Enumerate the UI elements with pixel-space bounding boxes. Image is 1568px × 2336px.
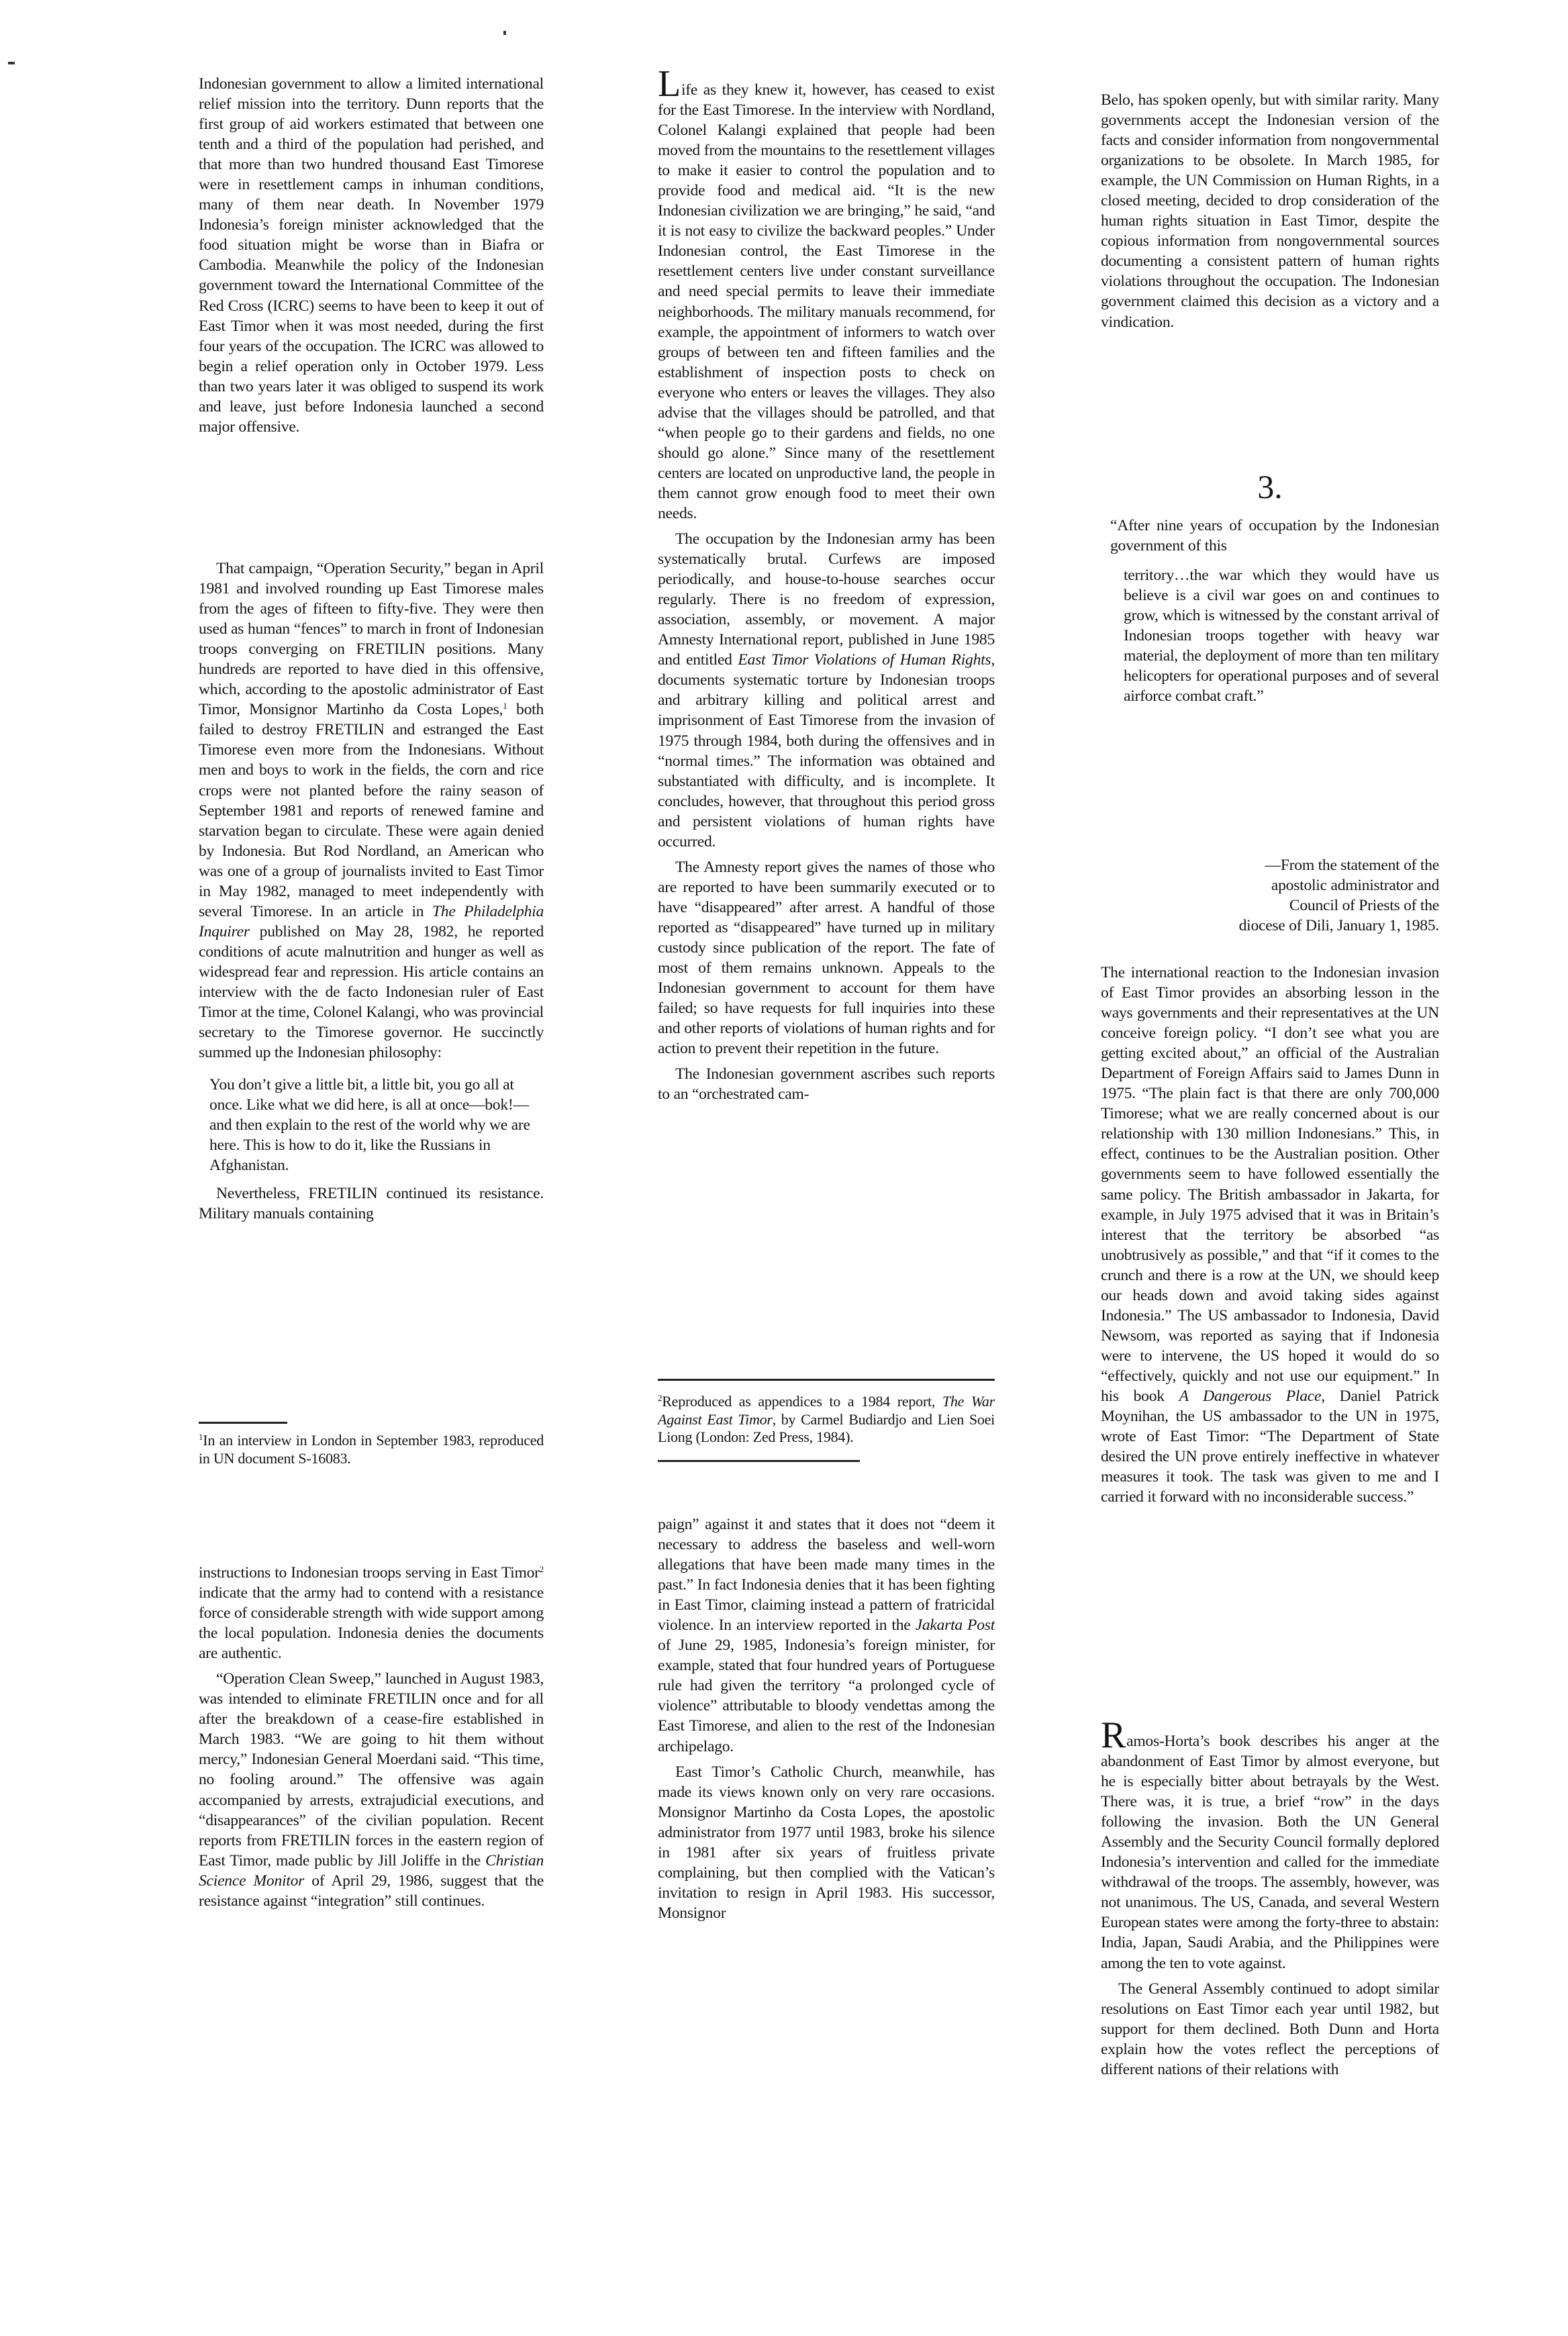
epigraph-attribution: —From the statement of the apostolic administrator and Council of Priests of the diocese of Dili, January 1, 1985. xyxy=(1238,857,1439,935)
footnote-rule xyxy=(658,1460,860,1462)
footnote-1: $^1$In an interview in London in September 1983, reproduced in UN document S-16083. xyxy=(199,1432,544,1467)
paragraph-instructions: instructions to Indonesian troops serving in East Timor$^2$ indicate that the army had to contend with a resistance force of considerable strength with wide support among the local population. Indonesia denies the documents are authentic. xyxy=(199,1564,544,1663)
publication-title: Jakarta Post xyxy=(915,1616,995,1635)
initial-letter: R xyxy=(1101,1714,1126,1756)
paragraph-operation-security: That campaign, “Operation Security,” began in April 1981 and involved rounding up East Timorese males from the ages of fifteen to fifty-five. They were then used as human “fences” to march in front of Indonesian troops converging on FRETILIN positions. Many hundreds are reported to have died in this offensive, which, according to the apostolic administrator of East Timor, Monsignor Martinho da Costa Lopes,$^1$ both failed to destroy FRETILIN and estranged the East Timorese even more from the Indonesians. Without men and boys to work in the fields, the corn and rice crops were not planted before the rainy season of September 1981 and reports of renewed famine and starvation began to circulate. These were again denied by Indonesia. But Rod Nordland, an American who was one of a group of journalists invited to East Timor in May 1982, managed to meet independently with several Timorese. In an article in The Philadelphia Inquirer published on May 28, 1982, he reported conditions of acute malnutrition and hunger as well as widespread fear and repression. His article contains an interview with the de facto Indonesian ruler of East Timor at the time, Colonel Kalangi, who was provincial secretary to the Timorese governor. He succinctly summed up the Indonesian philosophy: xyxy=(199,560,544,1062)
footnote-ref: 2 xyxy=(539,1564,544,1574)
paragraph-catholic-church: East Timor’s Catholic Church, meanwhile, has made its views known only on very rare occasions. Monsignor Martinho da Costa Lopes, the apostolic administrator from 1977 until 1983, broke his silence in 1981 after six years of fruitless private complaining, but then complied with the Vatican’s invitation to resign in April 1983. His successor, Monsignor xyxy=(658,1763,995,1922)
report-title: The War Against East Timor xyxy=(658,1393,995,1428)
epigraph-body: territory…the war which they would have us believe is a civil war goes on and continues to grow, which is witnessed by the constant arrival of Indonesian troops together with heavy war material, the deployment of more than ten military helicopters for operational purposes and of several airforce combat craft.” xyxy=(1124,567,1439,705)
paragraph-occupation: The occupation by the Indonesian army has been systematically brutal. Curfews are imposed periodically, and house-to-house searches occur regularly. There is no freedom of expression, association, assembly, or movement. A major Amnesty International report, published in June 1985 and entitled East Timor Violations of Human Rights, documents systematic torture by Indonesian troops and arbitrary killing and political arrest and imprisonment of East Timorese from the invasion of 1975 through 1984, both during the offensives and in “normal times.” The information was obtained and substantiated with difficulty, and is incomplete. It concludes, however, that throughout this period gross and persistent violations of human rights have occurred. xyxy=(658,530,995,850)
footnote-ref: 1 xyxy=(503,701,507,712)
footnote-2: $^2$Reproduced as appendices to a 1984 report, The War Against East Timor, by Carmel Budiardjo and Lien Soei Liong (London: Zed Press, 1984). xyxy=(658,1393,995,1445)
paragraph-amnesty: The Amnesty report gives the names of those who are reported to have been summarily executed or to have “disappeared” after arrest. A handful of those reported as “disappeared” have turned up in military custody since publication of the report. The fate of most of them remains unknown. Appeals to the Indonesian government to account for them have failed; so have requests for full inquiries into these and other reports of violations of human rights and for action to prevent their repetition in the future. xyxy=(658,858,995,1058)
paragraph-ascribes: The Indonesian government ascribes such reports to an “orchestrated cam- xyxy=(658,1065,995,1104)
paragraph-paign: paign” against it and states that it does not “deem it necessary to address the baseless and well-worn allegations that have been made many times in the past.” In fact Indonesia denies that it has been fighting in East Timor, claiming instead a pattern of fratricidal violence. In an interview reported in the Jakarta Post of June 29, 1985, Indonesia’s foreign minister, for example, stated that four hundred years of Portuguese rule had given the territory “a prolonged cycle of violence” attributable to bloody vendettas among the East Timorese, and alien to the rest of the Indonesian archipelago. xyxy=(658,1516,995,1755)
paragraph-international-reaction: The international reaction to the Indonesian invasion of East Timor provides an absorbing lesson in the ways governments and their representatives at the UN conceive foreign policy. “I don’t see what you are getting excited about,” an official of the Australian Department of Foreign Affairs said to James Dunn in 1975. “The plain fact is that there are only 700,000 Timorese; what we are really concerned about is our relationship with 130 million Indonesians.” This, in effect, continues to be the Australian position. Other governments seem to have followed essentially the same policy. The British ambassador in Jakarta, for example, in July 1975 advised that it was in Britain’s interest that the territory be absorbed “as unobtrusively as possible,” and that “if it comes to the crunch and there is a row at the UN, we should keep our heads down and avoid taking sides against Indonesia.” The US ambassador to Indonesia, David Newsom, was reported as saying that if Indonesia were to intervene, the US hoped it would do so “effectively, quickly and not use our equipment.” In his book A Dangerous Place, Daniel Patrick Moynihan, the US ambassador to the UN in 1975, wrote of East Timor: “The Department of State desired the UN prove entirely ineffective in whatever measures it took. The task was given to me and I carried it forward with no inconsiderable success.” xyxy=(1101,964,1439,1506)
scan-speck xyxy=(8,62,15,64)
scan-speck xyxy=(503,31,506,35)
paragraph-life-as-they-knew: Life as they knew it, however, has ceased to exist for the East Timorese. In the interview with Nordland, Colonel Kalangi explained that people had been moved from the mountains to the resettlement villages to make it easier to control the population and to provide food and medical aid. “It is the new Indonesian civilization we are bringing,” he said, “and it is not easy to civilize the backward peoples.” Under Indonesian control, the East Timorese in the resettlement centers live under constant surveillance and need special permits to leave their immediate neighborhoods. The military manuals recommend, for example, the appointment of informers to watch over groups of between ten and fifteen families and the establishment of inspection posts to check on everyone who enters or leaves the villages. They also advise that the villages should be patrolled, and that “when people go to their gardens and fields, no one should go alone.” Since many of the resettlement centers are located on unproductive land, the people in them cannot grow enough food to meet their own needs. xyxy=(658,63,995,522)
paragraph-nevertheless: Nevertheless, FRETILIN continued its resistance. Military manuals containing xyxy=(199,1185,544,1223)
paragraph-ramos-horta: Ramos-Horta’s book describes his anger at the abandonment of East Timor by almost everyone, but he is especially bitter about betrayals by the West. There was, it is true, a brief “row” in the days following the invasion. Both the UN General Assembly and the Security Council formally deplored Indonesia’s intervention and called for the immediate withdrawal of the troops. The assembly, however, was not unanimous. The US, Canada, and several Western European states were among the forty-three to abstain: India, Japan, Saudi Arabia, and the Philippines were among the ten to vote against. xyxy=(1101,1714,1439,1972)
publication-title: Christian Science Monitor xyxy=(199,1851,544,1890)
paragraph-general-assembly: The General Assembly continued to adopt similar resolutions on East Timor each year until 1982, but support for them declined. Both Dunn and Horta explain how the votes reflect the perceptions of different nations of their relations with xyxy=(1101,1980,1439,2078)
book-title: A Dangerous Place xyxy=(1179,1387,1322,1405)
epigraph xyxy=(1101,516,1439,706)
section-number: 3. xyxy=(1257,468,1283,505)
epigraph-lead: “After nine years of occupation by the Indonesian government of this xyxy=(1110,517,1439,555)
paragraph-relief-mission: Indonesian government to allow a limited international relief mission into the territory. Dunn reports that the first group of aid workers estimated that between one tenth and a third of the population had perished, and that more than two hundred thousand East Timorese were in resettlement camps in inhuman conditions, many of them near death. In November 1979 Indonesia’s foreign minister acknowledged that the food situation might be worse than in Biafra or Cambodia. Meanwhile the policy of the Indonesian government toward the International Committee of the Red Cross (ICRC) seems to have been to keep it out of East Timor when it was most needed, during the first four years of the occupation. The ICRC was allowed to begin a relief operation only in October 1979. Less than two years later it was obliged to suspend its work and leave, just before Indonesia launched a second major offensive. xyxy=(199,75,544,436)
publication-title: The Philadelphia Inquirer xyxy=(199,902,544,940)
paragraph-belo: Belo, has spoken openly, but with similar rarity. Many governments accept the Indonesian version of the facts and consider information from nongovernmental organizations to be obsolete. In March 1985, for example, the UN Commission on Human Rights, in a closed meeting, decided to drop consideration of the human rights situation in East Timor, despite the copious information from nongovernmental sources documenting a consistent pattern of human rights violations throughout the occupation. The Indonesian government claimed this decision as a victory and a vindication. xyxy=(1101,91,1439,331)
block-quote-kalangi: You don’t give a little bit, a little bit, you go all at once. Like what we did here, is all at once—bok!—and then explain to the rest of the world why we are here. This is how to do it, like the Russians in Afghanistan. xyxy=(209,1076,530,1175)
initial-letter: L xyxy=(658,63,681,105)
footnote-rule xyxy=(658,1379,995,1381)
footnote-rule xyxy=(199,1422,287,1424)
report-title: East Timor Violations of Human Rights xyxy=(738,651,991,669)
paragraph-operation-clean-sweep: “Operation Clean Sweep,” launched in August 1983, was intended to eliminate FRETILIN once and for all after the breakdown of a cease-fire established in March 1983. “We are going to hit them without mercy,” Indonesian General Moerdani said. “This time, no fooling around.” The offensive was again accompanied by arrests, extrajudicial executions, and “disappearances” of the civilian population. Recent reports from FRETILIN forces in the eastern region of East Timor, made public by Jill Joliffe in the Christian Science Monitor of April 29, 1986, suggest that the resistance against “integration” still continues. xyxy=(199,1670,544,1910)
